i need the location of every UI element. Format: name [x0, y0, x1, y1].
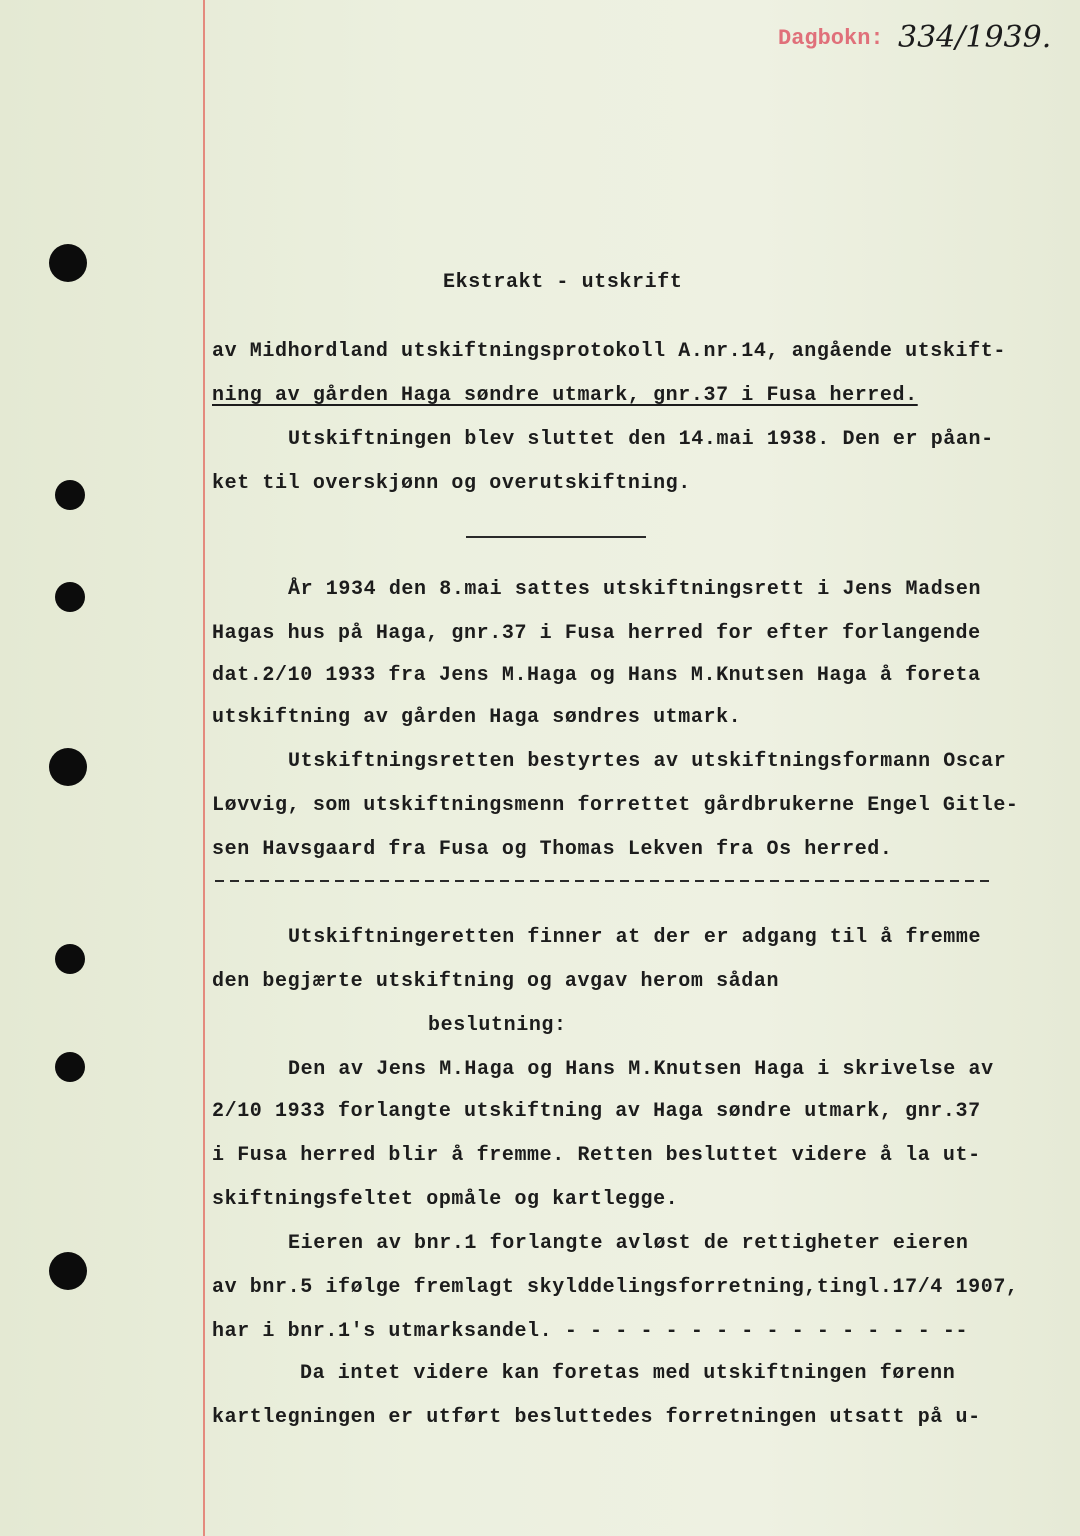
document-title: Ekstrakt - utskrift: [443, 271, 683, 294]
punch-hole-3: [55, 582, 85, 612]
para2-line-4: utskiftning av gården Haga søndres utmark.: [212, 706, 742, 729]
punch-hole-2: [55, 480, 85, 510]
para2-line-3: dat.2/10 1933 fra Jens M.Haga og Hans M.Knutsen Haga å foreta: [212, 664, 981, 687]
para3-line-1: Utskiftningsretten bestyrtes av utskiftningsformann Oscar: [288, 750, 1007, 773]
dagbok-number: 334/1939.: [898, 20, 1052, 55]
para5-line-1: Den av Jens M.Haga og Hans M.Knutsen Haga i skrivelse av: [288, 1058, 994, 1081]
para3-line-3: sen Havsgaard fra Fusa og Thomas Lekven fra Os herred.: [212, 838, 893, 861]
punch-hole-5: [55, 944, 85, 974]
para5-line-3: i Fusa herred blir å fremme. Retten besluttet videre å la ut-: [212, 1144, 981, 1167]
para4-line-1: Utskiftningeretten finner at der er adgang til å fremme: [288, 926, 982, 949]
para2-line-1: År 1934 den 8.mai sattes utskiftningsrett i Jens Madsen: [288, 578, 982, 601]
para7-line-2: kartlegningen er utført besluttedes forretningen utsatt på u-: [212, 1406, 981, 1429]
intro-line-1: av Midhordland utskiftningsprotokoll A.nr.14, angående utskift-: [212, 340, 1006, 363]
heading-beslutning: beslutning:: [428, 1014, 567, 1037]
para2-line-2: Hagas hus på Haga, gnr.37 i Fusa herred for efter forlangende: [212, 622, 981, 645]
para5-line-4: skiftningsfeltet opmåle og kartlegge.: [212, 1188, 679, 1211]
dagbok-stamp: Dagbokn:: [778, 26, 884, 51]
para6-line-3: har i bnr.1's utmarksandel. - - - - - - - - - - - - - - - --: [212, 1320, 969, 1343]
para4-line-2: den begjærte utskiftning og avgav herom sådan: [212, 970, 780, 993]
margin-line: [203, 0, 205, 1536]
para5-line-2: 2/10 1933 forlangte utskiftning av Haga søndre utmark, gnr.37: [212, 1100, 981, 1123]
section-rule: [466, 536, 646, 538]
para3-line-2: Løvvig, som utskiftningsmenn forrettet gårdbrukerne Engel Gitle-: [212, 794, 1019, 817]
punch-hole-7: [49, 1252, 87, 1290]
punch-hole-4: [49, 748, 87, 786]
para7-line-1: Da intet videre kan foretas med utskiftningen førenn: [300, 1362, 956, 1385]
punch-hole-1: [49, 244, 87, 282]
intro-line-2: ning av gården Haga søndre utmark, gnr.37 i Fusa herred.: [212, 384, 918, 407]
para1-line-1: Utskiftningen blev sluttet den 14.mai 1938. Den er påan-: [288, 428, 994, 451]
para6-line-2: av bnr.5 ifølge fremlagt skylddelingsforretning,tingl.17/4 1907,: [212, 1276, 1019, 1299]
para6-line-1: Eieren av bnr.1 forlangte avløst de rettigheter eieren: [288, 1232, 969, 1255]
para1-line-2: ket til overskjønn og overutskiftning.: [212, 472, 691, 495]
punch-hole-6: [55, 1052, 85, 1082]
dashed-separator: [215, 880, 990, 882]
